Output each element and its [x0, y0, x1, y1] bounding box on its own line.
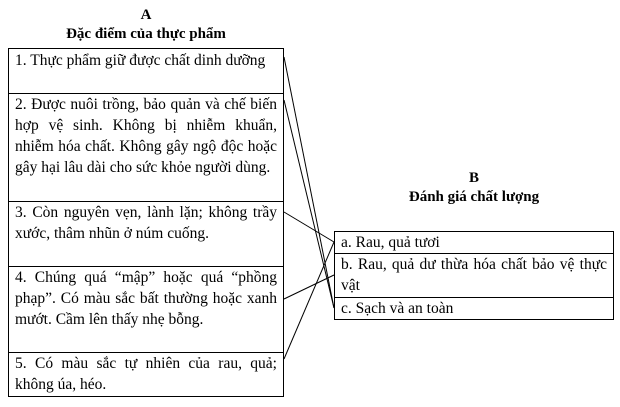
line-4-to-b — [284, 275, 334, 299]
column-a-item-5-text: 5. Có màu sắc tự nhiên của rau, quả; không úa, héo. — [15, 355, 277, 393]
column-a-item-3-text: 3. Còn nguyên vẹn, lành lặn; không trầy xước, thâm nhũn ở núm cuống. — [15, 204, 277, 242]
column-a-heading: Đặc điểm của thực phẩm — [66, 26, 226, 42]
column-b-letter: B — [468, 170, 479, 186]
line-5-to-a — [284, 242, 334, 359]
column-a-item-1-text: 1. Thực phẩm giữ được chất dinh dưỡng — [15, 52, 266, 69]
line-3-to-a — [284, 212, 334, 242]
column-b-item-b-text: b. Rau, quả dư thừa hóa chất bảo vệ thực vật — [341, 256, 607, 294]
column-b-heading: Đánh giá chất lượng — [408, 189, 540, 205]
column-b-item-c-text: c. Sạch và an toàn — [341, 300, 454, 317]
line-2-to-c — [284, 100, 334, 308]
column-a-item-4-text: 4. Chúng quá “mập” hoặc quá “phồng phạp”. Có màu sắc bất thường hoặc xanh mướt. Cầm lên thấy nhẹ bỗng. — [15, 269, 277, 328]
column-a-letter: A — [140, 7, 152, 23]
column-b-item-a-text: a. Rau, quả tươi — [341, 234, 440, 251]
column-a-item-2-text: 2. Được nuôi trồng, bảo quản và chế biến hợp vệ sinh. Không bị nhiễm khuẩn, nhiễm hóa chất. Không gây ngộ độc hoặc gây hại lâu dài cho sức khỏe người dùng. — [15, 96, 277, 176]
line-1-to-c — [284, 57, 334, 308]
